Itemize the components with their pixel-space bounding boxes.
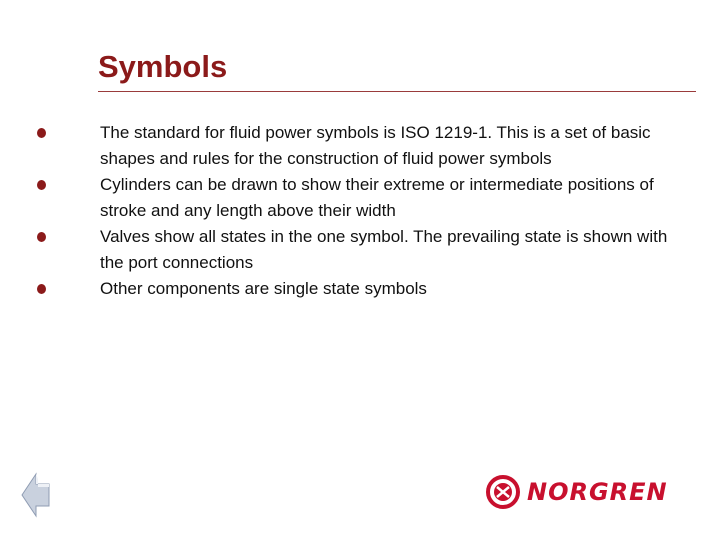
norgren-logo [485, 474, 668, 510]
norgren-globe-icon [485, 474, 521, 510]
bullet-item [0, 276, 670, 302]
bullet-dot-icon [37, 284, 46, 294]
title-divider [98, 91, 696, 92]
bullet-dot-icon [37, 180, 46, 190]
back-arrow-icon[interactable] [20, 470, 50, 520]
bullet-text: Cylinders can be drawn to show their extreme or intermediate positions of stroke and any length above their width [100, 175, 654, 220]
bullet-item [0, 120, 670, 172]
bullet-list [0, 120, 720, 302]
slide-title: Symbols [98, 49, 228, 84]
bullet-dot-icon [37, 128, 46, 138]
logo-text: NORGREN [527, 478, 668, 506]
bullet-dot-icon [37, 232, 46, 242]
bullet-item [0, 172, 670, 224]
bullet-text: The standard for fluid power symbols is ISO 1219-1. This is a set of basic shapes and rules for the construction of fluid power symbols [100, 123, 651, 168]
bullet-text: Valves show all states in the one symbol. The prevailing state is shown with the port connections [100, 227, 668, 272]
bullet-text: Other components are single state symbols [100, 279, 427, 298]
bullet-item [0, 224, 670, 276]
